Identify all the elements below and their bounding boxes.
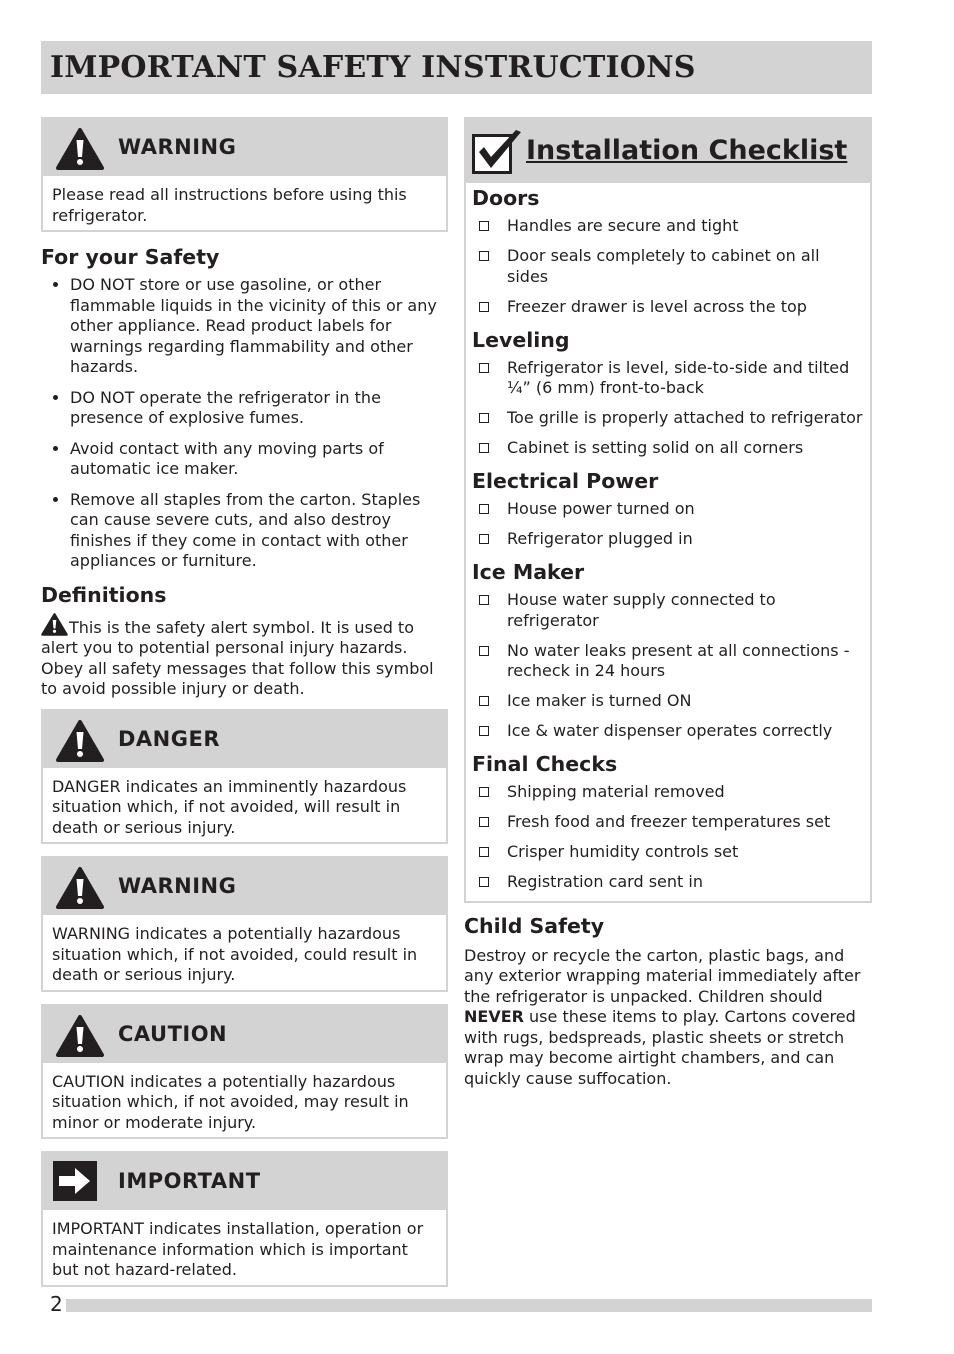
checklist-item xyxy=(472,782,864,803)
checklist-item xyxy=(472,358,864,399)
caution-header xyxy=(43,1006,446,1063)
checkbox-icon[interactable] xyxy=(479,877,489,887)
left-column xyxy=(41,117,448,1299)
doors-checklist xyxy=(472,216,864,317)
warning-notice-text: Please read all instructions before using this refrigerator. xyxy=(52,185,407,225)
safety-bullet-list xyxy=(41,275,448,572)
warning-notice-box xyxy=(41,117,448,232)
checkbox-icon[interactable] xyxy=(479,817,489,827)
checklist-header xyxy=(466,119,870,183)
checklist-item xyxy=(472,691,864,712)
checkbox-icon[interactable] xyxy=(479,302,489,312)
electrical-power-heading: Electrical Power xyxy=(472,469,659,493)
checklist-item xyxy=(472,590,864,631)
danger-text: DANGER indicates an imminently hazardous situation which, if not avoided, will result in death or serious injury. xyxy=(52,776,407,837)
important-text: IMPORTANT indicates installation, operation or maintenance information which is important but not hazard-related. xyxy=(52,1219,424,1279)
electrical-checklist xyxy=(472,499,864,550)
list-item: • Avoid contact with any moving parts of automatic ice maker. xyxy=(70,439,448,480)
page-number: 2 xyxy=(50,1292,63,1316)
checkmark-icon xyxy=(472,128,522,174)
list-item: • DO NOT store or use gasoline, or other flammable liquids in the vicinity of this or any other appliance. Read product labels for warnings regarding flammability and other hazards. xyxy=(70,275,448,378)
checkbox-icon[interactable] xyxy=(479,443,489,453)
checklist-item xyxy=(472,721,864,742)
checklist-item-label: Handles are secure and tight xyxy=(507,216,739,235)
checklist-item-label: Registration card sent in xyxy=(507,872,703,891)
checklist-title: Installation Checklist xyxy=(526,135,848,166)
installation-checklist-box xyxy=(464,117,872,903)
leveling-checklist xyxy=(472,358,864,459)
page-title-bar xyxy=(41,41,872,94)
checklist-item-label: Refrigerator is level, side-to-side and tilted ¼” (6 mm) front-to-back xyxy=(507,357,850,397)
checkbox-icon[interactable] xyxy=(479,646,489,656)
checkbox-icon[interactable] xyxy=(479,251,489,261)
caution-signal-word: CAUTION xyxy=(118,1021,228,1046)
warning-triangle-icon xyxy=(55,866,105,910)
warning-header xyxy=(43,858,446,915)
checkbox-icon[interactable] xyxy=(479,413,489,423)
list-item: • DO NOT operate the refrigerator in the presence of explosive fumes. xyxy=(70,388,448,429)
safety-alert-icon xyxy=(41,613,68,636)
warning-box xyxy=(41,856,448,992)
checklist-item-label: Cabinet is setting solid on all corners xyxy=(507,438,804,457)
danger-header xyxy=(43,711,446,768)
checklist-item-label: Fresh food and freezer temperatures set xyxy=(507,812,831,831)
warning-text: WARNING indicates a potentially hazardous situation which, if not avoided, could result in death or serious injury. xyxy=(52,924,418,984)
checklist-item xyxy=(472,438,864,459)
list-item: • Remove all staples from the carton. Staples can cause severe cuts, and also destroy finishes if they come in contact with other appliances or furniture. xyxy=(70,490,448,572)
checklist-item xyxy=(472,812,864,833)
warning-triangle-icon xyxy=(55,127,105,171)
checklist-item xyxy=(472,872,864,893)
doors-heading: Doors xyxy=(472,186,540,210)
danger-box xyxy=(41,709,448,845)
child-safety-text-part: use these items to play. Cartons covered with rugs, bedspreads, plastic sheets or stretch wrap may become airtight chambers, and can quickly cause suffocation. xyxy=(464,1007,856,1088)
checklist-item-label: No water leaks present at all connections - recheck in 24 hours xyxy=(507,640,850,680)
warning-signal-word: WARNING xyxy=(118,135,237,159)
checklist-item-label: Crisper humidity controls set xyxy=(507,842,739,861)
checkbox-icon[interactable] xyxy=(479,504,489,514)
checklist-item-label: House water supply connected to refrigerator xyxy=(507,590,776,630)
important-header xyxy=(43,1153,446,1210)
checklist-item xyxy=(472,216,864,237)
checklist-body xyxy=(466,183,870,901)
checklist-item-label: Refrigerator plugged in xyxy=(507,529,693,548)
checkbox-icon[interactable] xyxy=(479,534,489,544)
right-column xyxy=(464,117,872,1089)
final-checks-checklist xyxy=(472,782,864,893)
page-title: IMPORTANT SAFETY INSTRUCTIONS xyxy=(50,50,696,85)
footer-bar xyxy=(66,1299,872,1312)
child-safety-text xyxy=(464,946,872,1090)
checklist-item xyxy=(472,641,864,682)
checklist-item-label: Door seals completely to cabinet on all sides xyxy=(507,246,820,286)
checklist-item xyxy=(472,246,864,287)
checkbox-icon[interactable] xyxy=(479,221,489,231)
definitions-heading: Definitions xyxy=(41,582,167,607)
definitions-text: This is the safety alert symbol. It is used to alert you to potential personal injury hazards. Obey all safety messages that follow this symbol to avoid possible injury or death. xyxy=(41,617,434,698)
important-box xyxy=(41,1151,448,1287)
checklist-item-label: Freezer drawer is level across the top xyxy=(507,296,807,316)
child-safety-heading: Child Safety xyxy=(464,913,605,938)
warning-signal-word: WARNING xyxy=(118,874,237,898)
checkbox-icon[interactable] xyxy=(479,787,489,797)
checkbox-icon[interactable] xyxy=(479,595,489,605)
checkbox-icon[interactable] xyxy=(479,726,489,736)
checkbox-icon[interactable] xyxy=(479,363,489,373)
definitions-paragraph xyxy=(41,613,448,700)
important-signal-word: IMPORTANT xyxy=(118,1169,261,1193)
checklist-item-label: Ice maker is turned ON xyxy=(507,691,692,710)
child-safety-text-part: Destroy or recycle the carton, plastic bags, and any exterior wrapping material immediately after the refrigerator is unpacked. Children should xyxy=(464,945,861,1006)
danger-signal-word: DANGER xyxy=(118,726,221,751)
child-safety-section xyxy=(464,913,872,1090)
caution-triangle-icon xyxy=(55,1014,105,1058)
for-your-safety-heading: For your Safety xyxy=(41,245,220,269)
caution-text: CAUTION indicates a potentially hazardous situation which, if not avoided, may result in minor or moderate injury. xyxy=(52,1071,409,1132)
leveling-heading: Leveling xyxy=(472,327,570,352)
final-checks-heading: Final Checks xyxy=(472,752,618,776)
child-safety-emphasis: NEVER xyxy=(464,1007,524,1026)
checklist-item-label: House power turned on xyxy=(507,499,695,518)
checklist-item xyxy=(472,297,864,318)
ice-maker-checklist xyxy=(472,590,864,742)
warning-notice-header xyxy=(43,119,446,176)
checklist-item xyxy=(472,408,864,429)
danger-triangle-icon xyxy=(55,719,105,763)
caution-box xyxy=(41,1004,448,1140)
checklist-item xyxy=(472,529,864,550)
checklist-item-label: Shipping material removed xyxy=(507,782,725,801)
checklist-item xyxy=(472,499,864,520)
checklist-item-label: Ice & water dispenser operates correctly xyxy=(507,721,833,740)
ice-maker-heading: Ice Maker xyxy=(472,560,585,584)
checkbox-icon[interactable] xyxy=(479,847,489,857)
arrow-right-icon xyxy=(53,1161,97,1201)
checklist-item-label: Toe grille is properly attached to refrigerator xyxy=(507,408,863,427)
checkbox-icon[interactable] xyxy=(479,696,489,706)
checklist-item xyxy=(472,842,864,863)
